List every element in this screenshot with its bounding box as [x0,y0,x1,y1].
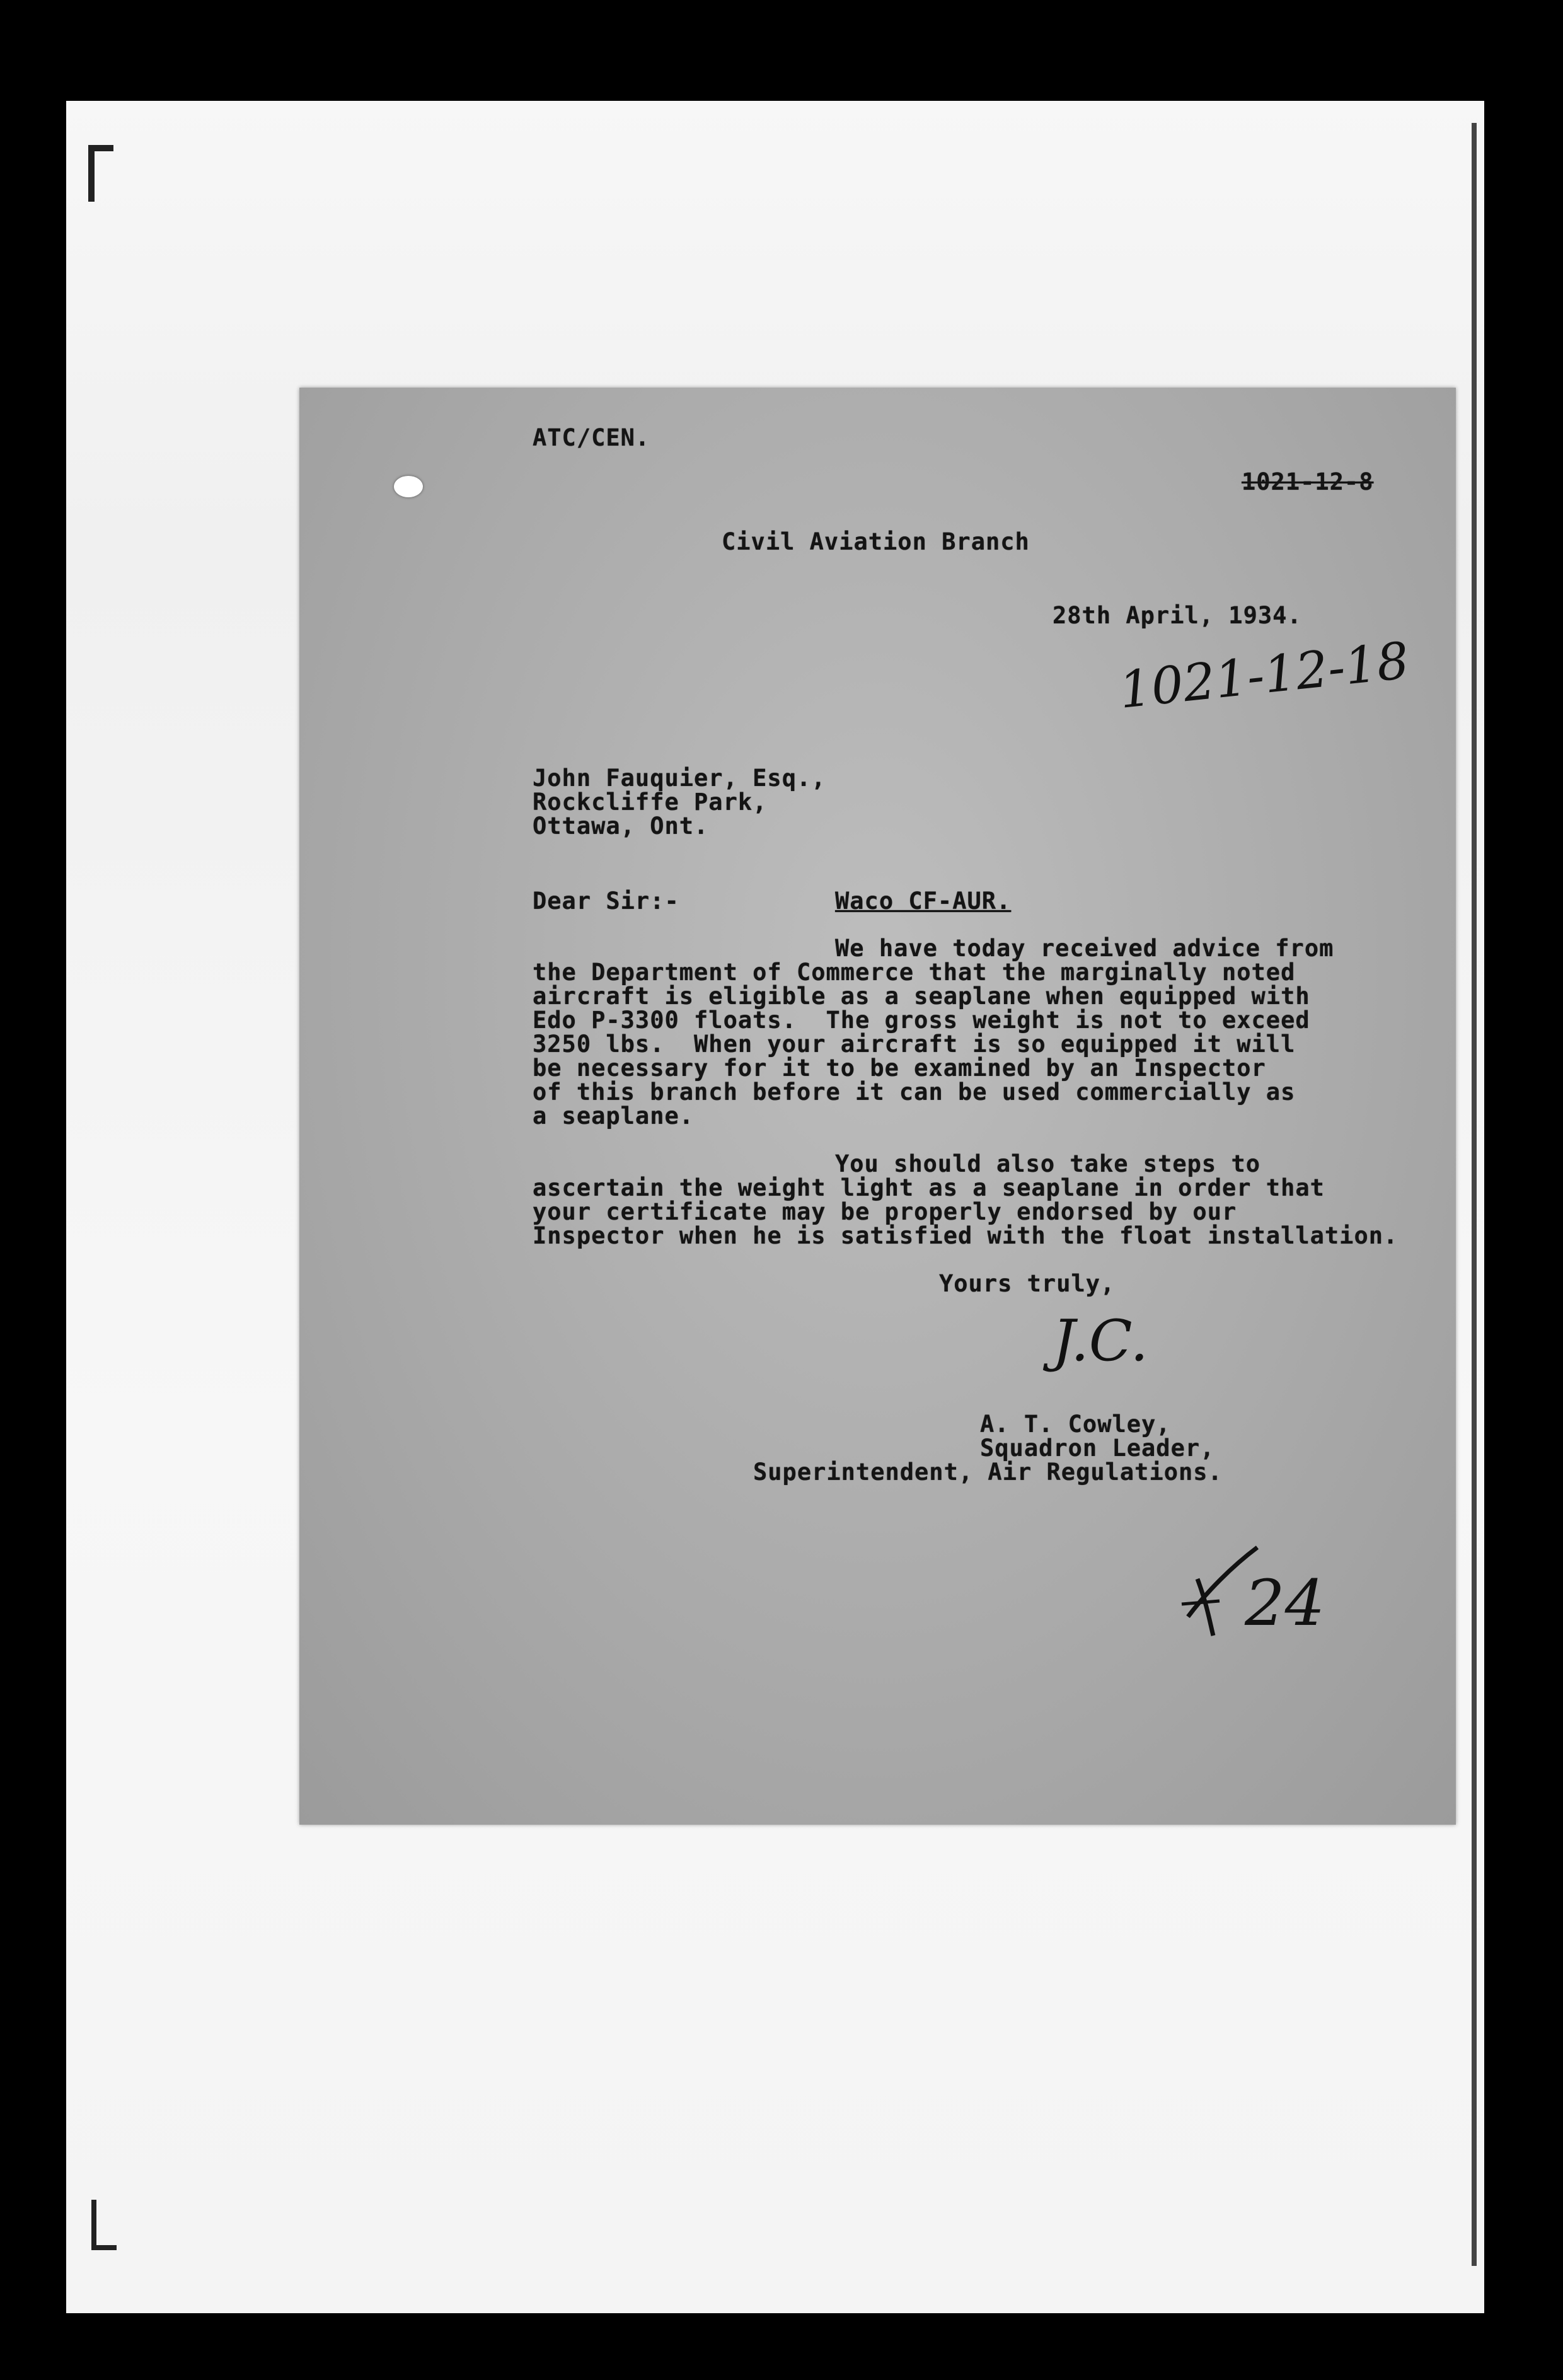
file-code: ATC/CEN. [533,424,650,451]
signatory-rank: Squadron Leader, [980,1435,1215,1462]
frame-corner-mark-top [88,145,95,202]
subject-line: Waco CF-AUR. [835,887,1012,915]
body-line: Inspector when he is satisfied with the float installation. [533,1222,1399,1249]
signatory-name: A. T. Cowley, [980,1411,1171,1438]
body-line: aircraft is eligible as a seaplane when equipped with [533,983,1310,1010]
handwritten-initials: J.C. [1053,1308,1148,1374]
body-line: 3250 lbs. When your aircraft is so equipped it will [533,1031,1296,1058]
salutation: Dear Sir:- [533,887,679,915]
frame-edge-line-right [1472,123,1477,2266]
frame-corner-mark-bottom-horizontal [91,2245,117,2250]
body-line: ascertain the weight light as a seaplane in order that [533,1174,1325,1201]
handwritten-mark: 24 [1245,1566,1325,1640]
body-line: a seaplane. [533,1102,695,1129]
organization-heading: Civil Aviation Branch [722,528,1030,555]
recipient-address-line-1: Rockcliffe Park, [533,789,768,816]
letter-date: 28th April, 1934. [1053,602,1302,629]
reference-number: 1021-12-8 [1242,468,1374,495]
body-line: the Department of Commerce that the marginally noted [533,959,1296,986]
body-line: your certificate may be properly endorsed by our [533,1198,1237,1225]
signatory-title: Superintendent, Air Regulations. [753,1459,1223,1486]
recipient-address-line-2: Ottawa, Ont. [533,812,709,840]
frame-corner-mark-top-horizontal [88,145,113,151]
punch-hole [394,476,423,497]
body-line: You should also take steps to [835,1150,1261,1177]
body-line: Edo P-3300 floats. The gross weight is not to exceed [533,1007,1310,1034]
letter-page [299,388,1456,1825]
handwritten-reference: 1021-12-18 [1116,631,1412,720]
body-line: of this branch before it can be used commercially as [533,1078,1296,1106]
closing: Yours truly, [939,1270,1116,1297]
body-line: We have today received advice from [835,935,1334,962]
body-line: be necessary for it to be examined by an Inspector [533,1054,1266,1082]
recipient-name: John Fauquier, Esq., [533,765,826,792]
frame-corner-mark-bottom [91,2200,96,2250]
